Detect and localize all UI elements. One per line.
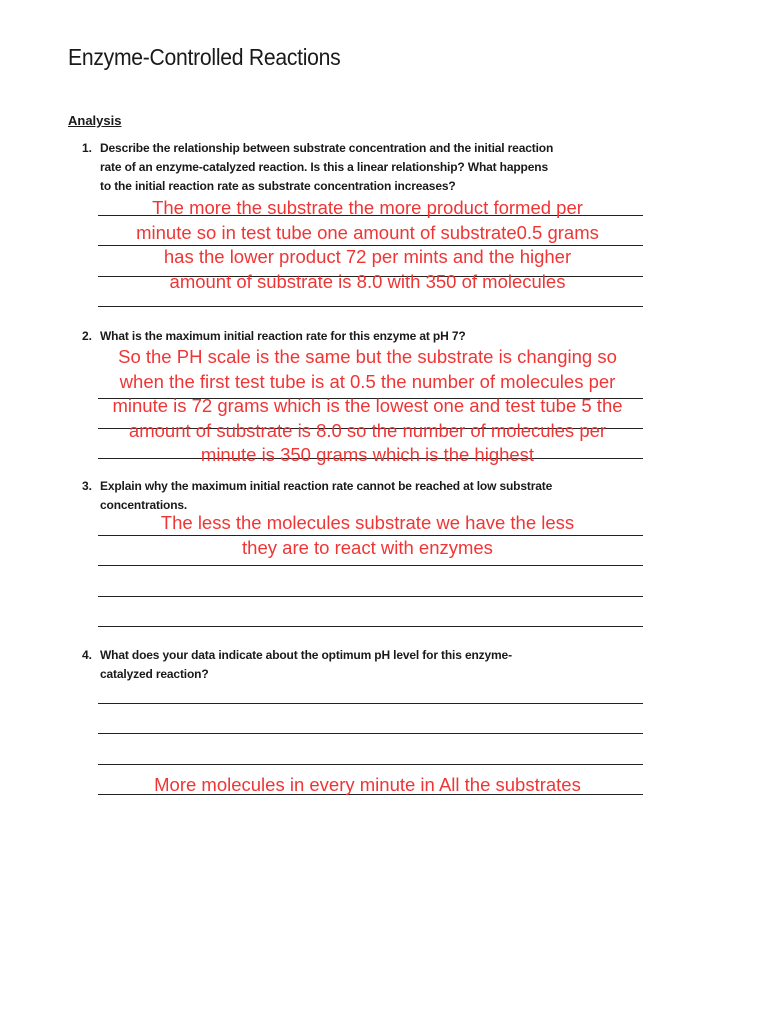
question-3-line-1: Explain why the maximum initial reaction rate cannot be reached at low substrate (100, 479, 553, 493)
question-4-line-1: What does your data indicate about the optimum pH level for this enzyme- (100, 648, 512, 662)
answer-1-line-3: has the lower product 72 per mints and the higher (163, 246, 572, 267)
answer-4-line-1: More molecules in every minute in All the substrates (154, 774, 581, 795)
answer-rule (98, 626, 643, 627)
question-4-answer (80, 773, 655, 798)
question-3-text (100, 477, 640, 515)
question-2-line-1: What is the maximum initial reaction rate for this enzyme at pH 7? (100, 329, 466, 343)
question-3-answer (80, 511, 655, 560)
answer-3-line-2: they are to react with enzymes (242, 536, 493, 558)
question-1-line-1: Describe the relationship between substrate concentration and the initial reaction (100, 141, 554, 155)
question-4-number: 4. (82, 648, 93, 662)
answer-rule (98, 703, 643, 704)
question-1-text (100, 139, 640, 196)
question-2-answer (80, 345, 655, 468)
section-heading: Analysis (68, 113, 122, 128)
question-4-text (100, 646, 640, 684)
question-1-line-3: to the initial reaction rate as substrate concentration increases? (100, 179, 456, 193)
answer-1-line-2: minute so in test tube one amount of substrate0.5 grams (136, 221, 599, 243)
question-3-number: 3. (82, 479, 93, 493)
question-2-text (100, 327, 640, 346)
answer-2-line-1: So the PH scale is the same but the substrate is changing so (118, 346, 617, 367)
question-4-line-2: catalyzed reaction? (100, 667, 209, 681)
question-1-line-2: rate of an enzyme-catalyzed reaction. Is this a linear relationship? What happens (100, 160, 548, 174)
answer-1-line-1: The more the substrate the more product formed per (152, 197, 583, 218)
answer-rule (98, 764, 643, 765)
question-1-number: 1. (82, 141, 93, 155)
answer-rule (98, 733, 643, 734)
page-title: Enzyme-Controlled Reactions (68, 44, 341, 70)
question-2-number: 2. (82, 329, 93, 343)
answer-rule (98, 306, 643, 307)
answer-2-line-3: minute is 72 grams which is the lowest one and test tube 5 the (112, 395, 623, 416)
answer-rule (98, 565, 643, 566)
answer-2-line-4: amount of substrate is 8.0 so the number of molecules per (128, 419, 607, 441)
answer-2-line-5: minute is 350 grams which is the highest (200, 444, 535, 465)
question-3-line-2: concentrations. (100, 498, 188, 512)
answer-3-line-1: The less the molecules substrate we have the less (160, 512, 575, 533)
question-1-answer (80, 196, 655, 294)
answer-1-line-4: amount of substrate is 8.0 with 350 of molecules (169, 270, 566, 292)
answer-2-line-2: when the first test tube is at 0.5 the number of molecules per (119, 370, 616, 392)
answer-rule (98, 596, 643, 597)
